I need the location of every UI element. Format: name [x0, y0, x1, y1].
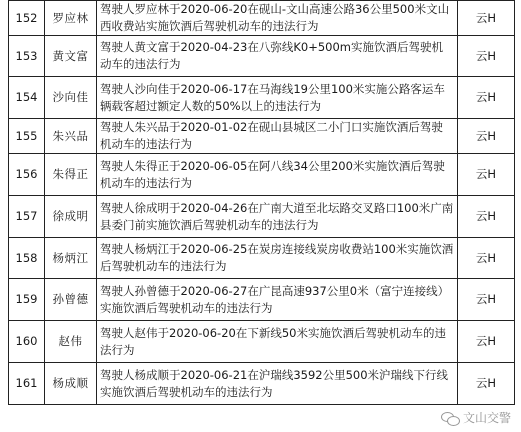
driver-name: 朱得正 [45, 154, 97, 196]
watermark [441, 409, 511, 426]
driver-name: 罗应林 [45, 1, 97, 36]
record-number: 159 [9, 279, 45, 321]
table-row [9, 1, 515, 36]
watermark-text: 文山交警 [462, 411, 511, 425]
violation-description: 驾驶人赵伟于2020-06-20在下新线50米实施饮酒后驾驶机动车的违法行为 [97, 321, 458, 363]
plate-prefix: 云H [458, 279, 515, 321]
plate-prefix: 云H [458, 363, 515, 405]
record-number: 152 [9, 1, 45, 36]
violation-description: 驾驶人孙曾德于2020-06-27在广昆高速937公里0米（富宁连接线）实施饮酒后驾驶机动车的违法行为 [97, 279, 458, 321]
wechat-icon [441, 411, 459, 425]
record-number: 158 [9, 238, 45, 279]
plate-prefix: 云H [458, 196, 515, 238]
record-number: 155 [9, 119, 45, 154]
violation-description: 驾驶人黄文富于2020-04-23在八弥线K0+500m实施饮酒后驾驶机动车的违法行为 [97, 36, 458, 77]
driver-name: 沙向佳 [45, 77, 97, 119]
plate-prefix: 云H [458, 119, 515, 154]
driver-name: 杨成顺 [45, 363, 97, 405]
table-row [9, 154, 515, 196]
plate-prefix: 云H [458, 238, 515, 279]
violation-description: 驾驶人朱得正于2020-06-05在阿八线34公里200米实施饮酒后驾驶机动车的违法行为 [97, 154, 458, 196]
record-number: 157 [9, 196, 45, 238]
driver-name: 黄文富 [45, 36, 97, 77]
table-row [9, 36, 515, 77]
table-row [9, 119, 515, 154]
record-number: 156 [9, 154, 45, 196]
violation-description: 驾驶人徐成明于2020-04-26在广南大道至北坛路交叉路口100米广南县委门前实施饮酒后驾驶机动车的违法行为 [97, 196, 458, 238]
table-row [9, 363, 515, 405]
table-row [9, 321, 515, 363]
plate-prefix: 云H [458, 1, 515, 36]
plate-prefix: 云H [458, 154, 515, 196]
plate-prefix: 云H [458, 77, 515, 119]
record-number: 161 [9, 363, 45, 405]
violation-description: 驾驶人朱兴品于2020-01-02在砚山县城区二小门口实施饮酒后驾驶机动车的违法行为 [97, 119, 458, 154]
driver-name: 杨炳江 [45, 238, 97, 279]
violation-description: 驾驶人杨炳江于2020-06-25在炭房连接线炭房收费站100米实施饮酒后驾驶机动车的违法行为 [97, 238, 458, 279]
driver-name: 朱兴品 [45, 119, 97, 154]
record-number: 160 [9, 321, 45, 363]
violation-description: 驾驶人罗应林于2020-06-20在砚山-文山高速公路36公里500米文山西收费站实施饮酒后驾驶机动车的违法行为 [97, 1, 458, 36]
violation-description: 驾驶人杨成顺于2020-06-21在沪瑞线3592公里500米沪瑞线下行线实施饮酒后驾驶机动车的违法行为 [97, 363, 458, 405]
table-row [9, 238, 515, 279]
table-row [9, 196, 515, 238]
table-row [9, 279, 515, 321]
table-row [9, 77, 515, 119]
plate-prefix: 云H [458, 36, 515, 77]
driver-name: 孙曾德 [45, 279, 97, 321]
record-number: 153 [9, 36, 45, 77]
driver-name: 徐成明 [45, 196, 97, 238]
record-number: 154 [9, 77, 45, 119]
driver-name: 赵伟 [45, 321, 97, 363]
violations-table [8, 0, 515, 405]
violation-description: 驾驶人沙向佳于2020-06-17在马海线19公里100米实施公路客运车辆载客超过额定人数的50%以上的违法行为 [97, 77, 458, 119]
plate-prefix: 云H [458, 321, 515, 363]
